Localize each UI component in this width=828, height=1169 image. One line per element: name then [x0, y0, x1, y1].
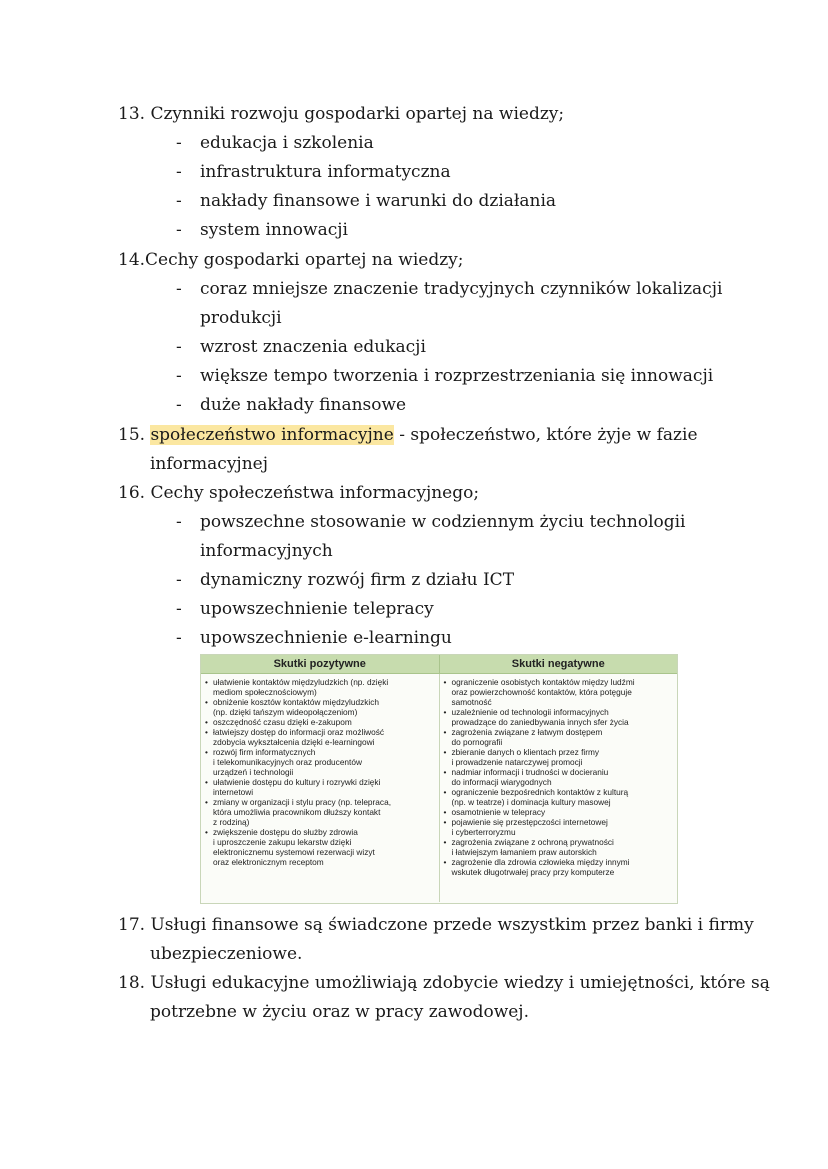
item-number: 14.: [118, 250, 146, 270]
item-title: Cechy gospodarki opartej na wiedzy;: [145, 250, 464, 270]
table-cell: • zwiększenie dostępu do służby zdrowia i uproszczenie zakupu lekarstw dzięki elektronicznemu systemowi rezerwacji wizyt oraz elektronicznym receptom: [205, 827, 435, 867]
item-text: Usługi finansowe są świadczone przede wszystkim przez banki i firmy: [150, 915, 754, 935]
list-item: - infrastruktura informatyczna: [176, 162, 451, 182]
item-16-heading: [118, 482, 479, 504]
table-cell: • oszczędność czasu dzięki e-zakupom: [205, 717, 435, 727]
table-cell: • pojawienie się przestępczości internetowej i cyberterroryzmu: [444, 817, 674, 837]
list-item: - system innowacji: [176, 220, 348, 240]
item-15-heading: [118, 424, 698, 446]
table-cell: • zmiany w organizacji i stylu pracy (np. telepraca, która umożliwia pracownikom dłuższy kontakt z rodziną): [205, 797, 435, 827]
table-cell: • ograniczenie bezpośrednich kontaktów z kulturą (np. w teatrze) i dominacja kultury masowej: [444, 787, 674, 807]
table-cell: • ułatwienie dostępu do kultury i rozrywki dzięki internetowi: [205, 777, 435, 797]
item-text: Usługi edukacyjne umożliwiają zdobycie wiedzy i umiejętności, które są: [150, 973, 770, 993]
list-item: - wzrost znaczenia edukacji: [176, 337, 426, 357]
table-cell: • osamotnienie w telepracy: [444, 807, 674, 817]
list-item: - coraz mniejsze znaczenie tradycyjnych czynników lokalizacji: [176, 279, 723, 299]
table-header: [201, 655, 677, 674]
item-text-continuation: ubezpieczeniowe.: [150, 944, 303, 964]
item-18-heading: [118, 972, 770, 994]
list-item-continuation: produkcji: [200, 308, 282, 328]
list-item: - upowszechnienie telepracy: [176, 599, 434, 619]
item-number: 16.: [118, 483, 146, 503]
item-number: 18.: [118, 973, 146, 993]
item-definition: - społeczeństwo, które żyje w fazie: [393, 425, 698, 445]
table-cell: • ułatwienie kontaktów międzyludzkich (np. dzięki mediom społecznościowym): [205, 677, 435, 697]
item-13-heading: [118, 103, 564, 125]
list-item: - upowszechnienie e-learningu: [176, 628, 452, 648]
table-cell: • zagrożenie dla zdrowia człowieka między innymi wskutek długotrwałej pracy przy komputerze: [444, 857, 674, 877]
highlighted-term: społeczeństwo informacyjne: [150, 425, 394, 445]
header-positive: Skutki pozytywne: [273, 658, 366, 670]
table-cell: • zbieranie danych o klientach przez firmy i prowadzenie natarczywej promocji: [444, 747, 674, 767]
item-definition-continuation: informacyjnej: [150, 454, 268, 474]
item-number: 15.: [118, 425, 146, 445]
item-title: Czynniki rozwoju gospodarki opartej na wiedzy;: [150, 104, 565, 124]
table-cell: • nadmiar informacji i trudności w docieraniu do informacji wiarygodnych: [444, 767, 674, 787]
positive-column: [201, 674, 439, 902]
item-title: Cechy społeczeństwa informacyjnego;: [150, 483, 480, 503]
item-text-continuation: potrzebne w życiu oraz w pracy zawodowej.: [150, 1002, 529, 1022]
list-item: - duże nakłady finansowe: [176, 395, 407, 415]
list-item: - dynamiczny rozwój firm z działu ICT: [176, 570, 515, 590]
table-cell: • rozwój firm informatycznych i telekomunikacyjnych oraz producentów urządzeń i technologii: [205, 747, 435, 777]
table-cell: • łatwiejszy dostęp do informacji oraz możliwość zdobycia wykształcenia dzięki e-learningowi: [205, 727, 435, 747]
table-body: [201, 674, 677, 902]
list-item: - większe tempo tworzenia i rozprzestrzeniania się innowacji: [176, 366, 714, 386]
item-number: 17.: [118, 915, 146, 935]
list-item: - powszechne stosowanie w codziennym życiu technologii: [176, 512, 686, 532]
list-item-continuation: informacyjnych: [200, 541, 333, 561]
item-number: 13.: [118, 104, 146, 124]
header-negative: Skutki negatywne: [439, 655, 678, 673]
effects-table: [200, 654, 678, 904]
item-17-heading: [118, 914, 754, 936]
table-cell: • zagrożenia związane z łatwym dostępem do pornografii: [444, 727, 674, 747]
list-item: - edukacja i szkolenia: [176, 133, 374, 153]
table-cell: • obniżenie kosztów kontaktów międzyludzkich (np. dzięki tańszym wideopołączeniom): [205, 697, 435, 717]
table-cell: • zagrożenia związane z ochroną prywatności i łatwiejszym łamaniem praw autorskich: [444, 837, 674, 857]
table-cell: • ograniczenie osobistych kontaktów między ludźmi oraz powierzchowność kontaktów, która potęguje samotność: [444, 677, 674, 707]
negative-column: [439, 674, 678, 902]
table-cell: • uzależnienie od technologii informacyjnych prowadzące do zaniedbywania innych sfer życia: [444, 707, 674, 727]
item-14-heading: [118, 249, 464, 271]
list-item: - nakłady finansowe i warunki do działania: [176, 191, 557, 211]
